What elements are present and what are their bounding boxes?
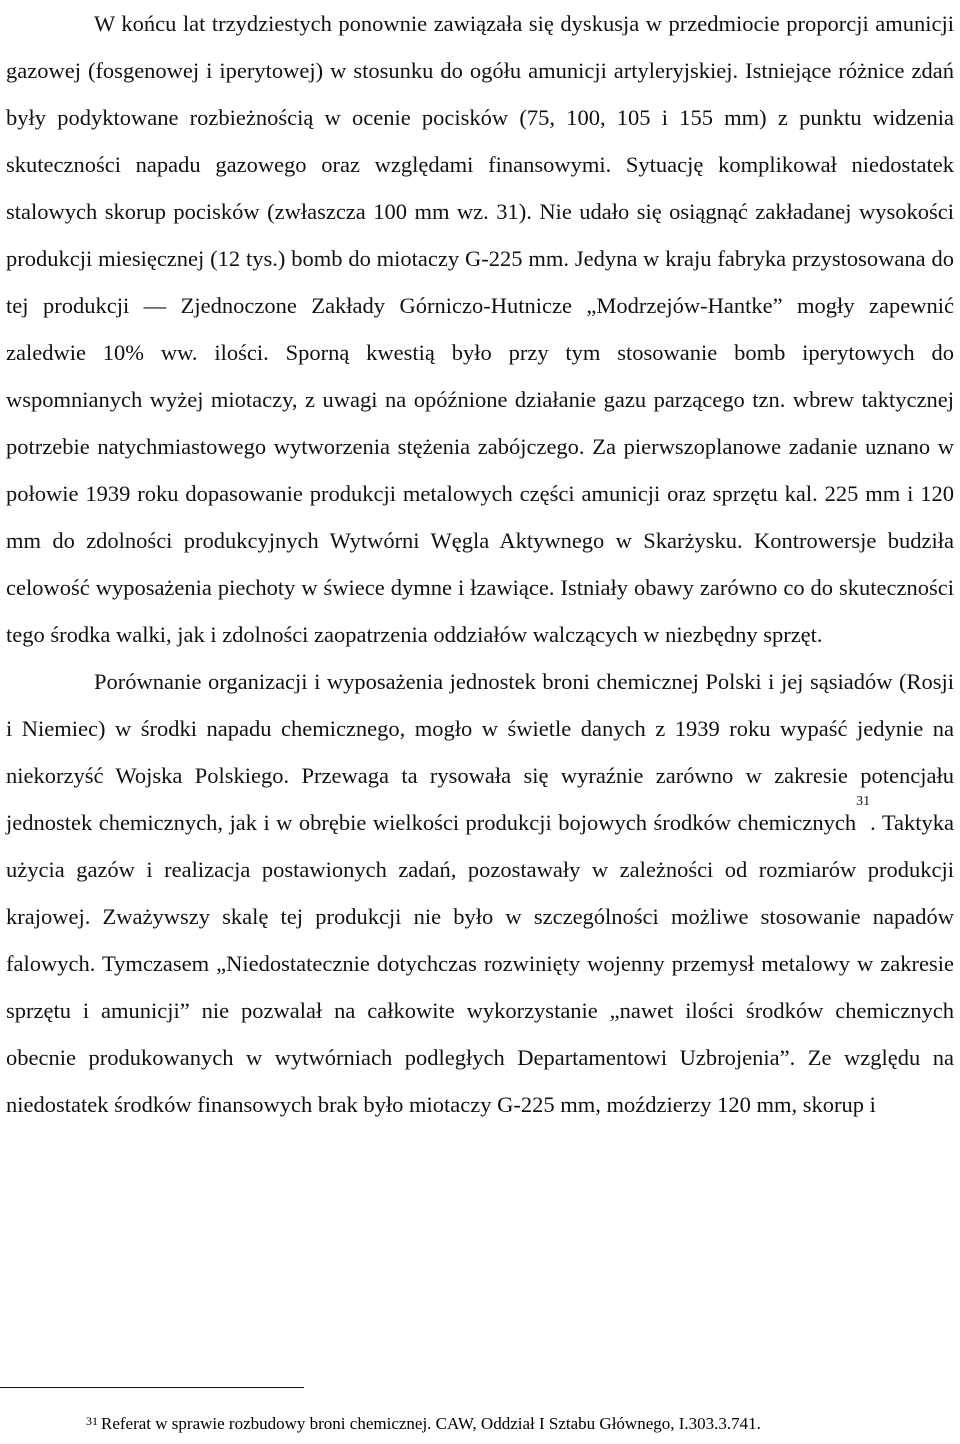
footnote (86, 1412, 761, 1436)
paragraph-2-text-part-2: . Taktyka użycia gazów i realizacja postawionych zadań, pozostawały w zależności od rozmiarów produkcji krajowej. Zważywszy skalę tej produkcji nie było w szczególności możliwe stosowanie napadów falowych. Tymczasem „Niedostatecznie dotychczas rozwinięty wojenny przemysł metalowy w zakresie sprzętu i amunicji” nie pozwalał na całkowite wykorzystanie „nawet ilości środków chemicznych obecnie produkowanych w wytwórniach podległych Departamentowi Uzbrojenia”. Ze względu na niedostatek środków finansowych brak było miotaczy G-225 mm, moździerzy 120 mm, skorup i (6, 810, 954, 1117)
paragraph-2 (6, 658, 954, 1128)
document-page (6, 0, 954, 1128)
paragraph-1-text: W końcu lat trzydziestych ponownie zawiązała się dyskusja w przedmiocie proporcji amunicji gazowej (fosgenowej i iperytowej) w stosunku do ogółu amunicji artyleryjskiej. Istniejące różnice zdań były podyktowane rozbieżnością w ocenie pocisków (75, 100, 105 i 155 mm) z punktu widzenia skuteczności napadu gazowego oraz względami finansowymi. Sytuację komplikował niedostatek stalowych skorup pocisków (zwłaszcza 100 mm wz. 31). Nie udało się osiągnąć zakładanej wysokości produkcji miesięcznej (12 tys.) bomb do miotaczy G-225 mm. Jedyna w kraju fabryka przystosowana do tej produkcji — Zjednoczone Zakłady Górniczo-Hutnicze „Modrzejów-Hantke” mogły zapewnić zaledwie 10% ww. ilości. Sporną kwestią było przy tym stosowanie bomb iperytowych do wspomnianych wyżej miotaczy, z uwagi na opóźnione działanie gazu parzącego tzn. wbrew taktycznej potrzebie natychmiastowego wytworzenia stężenia zabójczego. Za pierwszoplanowe zadanie uznano w połowie 1939 roku dopasowanie produkcji metalowych części amunicji oraz sprzętu kal. 225 mm i 120 mm do zdolności produkcyjnych Wytwórni Węgla Aktywnego w Skarżysku. Kontrowersje budziła celowość wyposażenia piechoty w świece dymne i łzawiące. Istniały obawy zarówno co do skuteczności tego środka walki, jak i zdolności zaopatrzenia oddziałów walczących w niezbędny sprzęt. (6, 11, 954, 647)
footnote-text: Referat w sprawie rozbudowy broni chemicznej. CAW, Oddział I Sztabu Głównego, I.303.3.741. (101, 1414, 761, 1433)
footnote-reference: 31 (856, 794, 871, 809)
paragraph-2-text-part-1: Porównanie organizacji i wyposażenia jednostek broni chemicznej Polski i jej sąsiadów (Rosji i Niemiec) w środki napadu chemicznego, mogło w świetle danych z 1939 roku wypaść jedynie na niekorzyść Wojska Polskiego. Przewaga ta rysowała się wyraźnie zarówno w zakresie potencjału jednostek chemicznych, jak i w obrębie wielkości produkcji bojowych środków chemicznych (6, 669, 954, 835)
footnote-separator (0, 1387, 304, 1388)
footnote-number: 31 (86, 1414, 98, 1428)
paragraph-1 (6, 0, 954, 658)
